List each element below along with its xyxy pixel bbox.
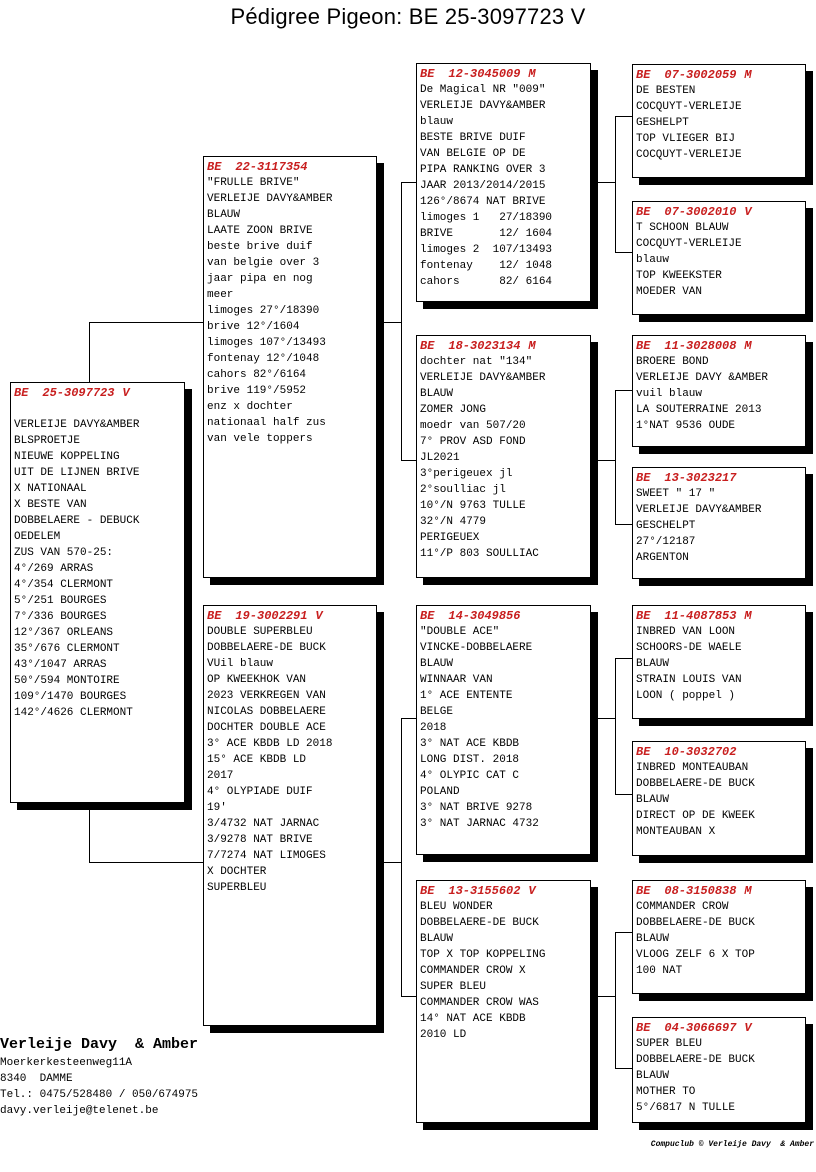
page-title: Pédigree Pigeon: BE 25-3097723 V (230, 4, 586, 29)
country-code: BE (636, 884, 651, 898)
connector-line (615, 932, 632, 933)
pigeon-info-line: van vele toppers (207, 433, 313, 445)
pigeon-info-line: NICOLAS DOBBELAERE (207, 706, 326, 718)
pigeon-info-line: 32°/N 4779 (420, 516, 487, 528)
pigeon-info-line: van belgie over 3 (207, 257, 320, 269)
pigeon-info-line: 2017 (207, 770, 234, 782)
pigeon-card-mf-mother (632, 741, 806, 856)
pigeon-info-line: BLSPROETJE (14, 435, 81, 447)
pigeon-info-line: X DOCHTER (207, 866, 267, 878)
pigeon-info-line: NIEUWE KOPPELING (14, 451, 120, 463)
pigeon-info-line: DOUBLE SUPERBLEU (207, 626, 313, 638)
pigeon-info-line: DOBBELAERE-DE BUCK (420, 917, 539, 929)
pigeon-info-line: 11°/P 803 SOULLIAC (420, 548, 539, 560)
ring-number (636, 67, 802, 83)
pigeon-info-line: 2010 LD (420, 1029, 467, 1041)
country-code: BE (207, 609, 222, 623)
pigeon-info-line: cahors 82/ 6164 (420, 276, 553, 288)
ring-number (207, 608, 373, 624)
sex-marker: V (528, 884, 536, 898)
pigeon-info-line: 2018 (420, 722, 447, 734)
pigeon-info-line: 3/9278 NAT BRIVE (207, 834, 313, 846)
connector-line (615, 794, 632, 795)
pigeon-info-line: fontenay 12/ 1048 (420, 260, 553, 272)
pigeon-info-line: 4° OLYPIADE DUIF (207, 786, 313, 798)
pigeon-info-line: DOBBELAERE-DE BUCK (636, 778, 755, 790)
country-code: BE (636, 609, 651, 623)
connector-line (615, 658, 616, 794)
sex-marker: V (315, 609, 323, 623)
pigeon-info-line: COCQUYT-VERLEIJE (636, 101, 742, 113)
pigeon-info-line: MOTHER TO (636, 1086, 696, 1098)
pigeon-info-line: LA SOUTERRAINE 2013 (636, 404, 762, 416)
pigeon-info-line: VAN BELGIE OP DE (420, 148, 526, 160)
pigeon-info-line: VERLEIJE DAVY&AMBER (14, 419, 140, 431)
ring-number (636, 883, 802, 899)
pigeon-info-line: BLAUW (420, 388, 454, 400)
connector-line (401, 718, 402, 996)
pigeon-info-line: COMMANDER CROW WAS (420, 997, 539, 1009)
pigeon-info-line: BRIVE 12/ 1604 (420, 228, 553, 240)
pigeon-info-line: LAATE ZOON BRIVE (207, 225, 313, 237)
pigeon-info-line: 50°/594 MONTOIRE (14, 675, 120, 687)
pigeon-info-line: 3° ACE KBDB LD 2018 (207, 738, 333, 750)
pigeon-info-line: meer (207, 289, 234, 301)
pigeon-info-line: BLAUW (636, 933, 670, 945)
pigeon-info-line: BLAUW (636, 1070, 670, 1082)
sex-marker: M (528, 339, 536, 353)
pigeon-info-line: SCHOORS-DE WAELE (636, 642, 742, 654)
connector-line (89, 862, 204, 863)
pigeon-info-line: 3° NAT BRIVE 9278 (420, 802, 533, 814)
pigeon-info-line: 14° NAT ACE KBDB (420, 1013, 526, 1025)
pigeon-info-line: INBRED MONTEAUBAN (636, 762, 749, 774)
connector-line (615, 390, 616, 524)
pigeon-info-line: 7° PROV ASD FOND (420, 436, 526, 448)
connector-line (598, 460, 615, 461)
pigeon-info-line: POLAND (420, 786, 460, 798)
pigeon-info-line: PERIGEUEX (420, 532, 480, 544)
pigeon-info-line: ARGENTON (636, 552, 689, 564)
connector-line (615, 658, 632, 659)
pigeon-info-line: brive 12°/1604 (207, 321, 300, 333)
pigeon-card-mf-father (632, 605, 806, 719)
ring-number (636, 338, 802, 354)
ring-code: 19-3002291 (235, 609, 308, 623)
pigeon-info-line: 27°/12187 (636, 536, 696, 548)
pigeon-card-mm-mother (632, 1017, 806, 1123)
ring-number (14, 385, 181, 401)
pigeon-info-line: De Magical NR "009" (420, 84, 546, 96)
ring-code: 22-3117354 (235, 160, 308, 174)
connector-line (401, 996, 416, 997)
connector-line (401, 460, 416, 461)
ring-number (636, 470, 802, 486)
pigeon-info-line: SUPERBLEU (207, 882, 267, 894)
pigeon-info-line: 15° ACE KBDB LD (207, 754, 307, 766)
pigeon-info-line: GESCHELPT (636, 520, 696, 532)
ring-number (420, 338, 587, 354)
connector-line (615, 116, 632, 117)
pigeon-info-line: 5°/251 BOURGES (14, 595, 107, 607)
ring-code: 25-3097723 (42, 386, 115, 400)
pigeon-info-line: 19' (207, 802, 227, 814)
connector-line (615, 390, 632, 391)
pigeon-card-father-mother (416, 335, 591, 578)
connector-line (598, 718, 615, 719)
ring-code: 13-3155602 (448, 884, 521, 898)
country-code: BE (636, 339, 651, 353)
pigeon-info-line: beste brive duif (207, 241, 313, 253)
connector-line (615, 524, 632, 525)
owner-email[interactable]: davy.verleije@telenet.be (0, 1105, 159, 1117)
sex-marker: V (744, 205, 752, 219)
pigeon-info-line: jaar pipa en nog (207, 273, 313, 285)
sex-marker: M (744, 339, 752, 353)
pigeon-info-line: limoges 107°/13493 (207, 337, 326, 349)
pigeon-card-fm-mother (632, 467, 806, 579)
pigeon-info-line: 2°soulliac jl (420, 484, 506, 496)
pigeon-info-line: X BESTE VAN (14, 499, 87, 511)
pigeon-info-line: 4°/269 ARRAS (14, 563, 94, 575)
pigeon-card-ff-mother (632, 201, 806, 315)
pigeon-info-line: 3/4732 NAT JARNAC (207, 818, 320, 830)
pigeon-info-line: 4°/354 CLERMONT (14, 579, 114, 591)
pigeon-info-line: TOP KWEEKSTER (636, 270, 722, 282)
connector-line (89, 322, 90, 384)
ring-number (420, 608, 587, 624)
ring-code: 12-3045009 (448, 67, 521, 81)
pigeon-card-subject (10, 382, 185, 803)
pigeon-info-line: JAAR 2013/2014/2015 (420, 180, 546, 192)
connector-line (598, 182, 615, 183)
pigeon-card-fm-father (632, 335, 806, 447)
pigeon-info-line: VLOOG ZELF 6 X TOP (636, 949, 755, 961)
country-code: BE (420, 609, 435, 623)
pigeon-info-line: blauw (636, 254, 670, 266)
pigeon-info-line: VUil blauw (207, 658, 274, 670)
pigeon-info-line: MONTEAUBAN X (636, 826, 716, 838)
connector-line (401, 182, 402, 460)
pigeon-info-line: 7°/336 BOURGES (14, 611, 107, 623)
pigeon-info-line: TOP X TOP KOPPELING (420, 949, 546, 961)
pigeon-info-line: MOEDER VAN (636, 286, 703, 298)
country-code: BE (14, 386, 29, 400)
pigeon-info-line: DOBBELAERE-DE BUCK (636, 1054, 755, 1066)
pigeon-card-mother-mother (416, 880, 591, 1123)
ring-number (636, 1020, 802, 1036)
pigeon-info-line: VERLEIJE DAVY&AMBER (207, 193, 333, 205)
pigeon-info-line: SWEET " 17 " (636, 488, 716, 500)
pigeon-info-line: 12°/367 ORLEANS (14, 627, 114, 639)
ring-code: 08-3150838 (664, 884, 737, 898)
ring-code: 10-3032702 (664, 745, 737, 759)
connector-line (89, 322, 204, 323)
country-code: BE (207, 160, 222, 174)
pigeon-info-line: BLAUW (207, 209, 241, 221)
pigeon-info-line: JL2021 (420, 452, 460, 464)
pigeon-info-line: enz x dochter (207, 401, 293, 413)
pigeon-info-line: 3° NAT ACE KBDB (420, 738, 520, 750)
ring-code: 14-3049856 (448, 609, 521, 623)
pigeon-info-line: 4° OLYPIC CAT C (420, 770, 520, 782)
connector-line (615, 116, 616, 252)
copyright-footer: Compuclub © Verleije Davy & Amber (650, 1140, 814, 1149)
ring-number (420, 883, 587, 899)
pigeon-info-line: 2023 VERKREGEN VAN (207, 690, 326, 702)
connector-line (615, 932, 616, 1068)
pigeon-card-mother-father (416, 605, 591, 855)
pigeon-info-line: DIRECT OP DE KWEEK (636, 810, 755, 822)
pigeon-info-line: DOBBELAERE - DEBUCK (14, 515, 140, 527)
ring-code: 11-4087853 (664, 609, 737, 623)
pigeon-info-line: VERLEIJE DAVY&AMBER (420, 372, 546, 384)
sex-marker: M (744, 884, 752, 898)
pigeon-info-line: OEDELEM (14, 531, 61, 543)
pigeon-info-line: 35°/676 CLERMONT (14, 643, 120, 655)
connector-line (615, 1068, 632, 1069)
pigeon-info-line: DOCHTER DOUBLE ACE (207, 722, 326, 734)
ring-code: 07-3002010 (664, 205, 737, 219)
pigeon-info-line (14, 401, 181, 417)
pigeon-info-line: nationaal half zus (207, 417, 326, 429)
connector-line (401, 718, 416, 719)
connector-line (401, 182, 416, 183)
pigeon-info-line: "FRULLE BRIVE" (207, 177, 300, 189)
pigeon-info-line: "DOUBLE ACE" (420, 626, 500, 638)
connector-line (89, 802, 90, 862)
pigeon-info-line: LOON ( poppel ) (636, 690, 736, 702)
pigeon-info-line: COCQUYT-VERLEIJE (636, 149, 742, 161)
pigeon-info-line: VERLEIJE DAVY &AMBER (636, 372, 769, 384)
owner-phone: Tel.: 0475/528480 / 050/674975 (0, 1089, 199, 1101)
pigeon-info-line: 5°/6817 N TULLE (636, 1102, 736, 1114)
country-code: BE (636, 745, 651, 759)
pigeon-info-line: PIPA RANKING OVER 3 (420, 164, 546, 176)
country-code: BE (636, 68, 651, 82)
pigeon-info-line: 43°/1047 ARRAS (14, 659, 107, 671)
country-code: BE (420, 884, 435, 898)
pigeon-info-line: 10°/N 9763 TULLE (420, 500, 526, 512)
pigeon-info-line: brive 119°/5952 (207, 385, 307, 397)
ring-code: 07-3002059 (664, 68, 737, 82)
owner-city: 8340 DAMME (0, 1073, 73, 1085)
pigeon-info-line: cahors 82°/6164 (207, 369, 307, 381)
country-code: BE (636, 205, 651, 219)
pigeon-card-ff-father (632, 64, 806, 178)
connector-line (615, 252, 632, 253)
ring-number (207, 159, 373, 175)
pigeon-info-line: STRAIN LOUIS VAN (636, 674, 742, 686)
ring-code: 04-3066697 (664, 1021, 737, 1035)
ring-number (636, 204, 802, 220)
pigeon-info-line: BLAUW (420, 658, 454, 670)
pigeon-info-line: BLAUW (420, 933, 454, 945)
pigeon-info-line: BELGE (420, 706, 454, 718)
pigeon-info-line: OP KWEEKHOK VAN (207, 674, 307, 686)
pigeon-card-father (203, 156, 377, 578)
pigeon-info-line: 1°NAT 9536 OUDE (636, 420, 736, 432)
pigeon-info-line: BLAUW (636, 658, 670, 670)
pigeon-card-father-father (416, 63, 591, 302)
pigeon-info-line: GESHELPT (636, 117, 689, 129)
pigeon-info-line: SUPER BLEU (636, 1038, 703, 1050)
pigeon-info-line: 1° ACE ENTENTE (420, 690, 513, 702)
pigeon-info-line: vuil blauw (636, 388, 703, 400)
pigeon-info-line: moedr van 507/20 (420, 420, 526, 432)
pigeon-info-line: limoges 27°/18390 (207, 305, 320, 317)
pigeon-info-line: VERLEIJE DAVY&AMBER (420, 100, 546, 112)
owner-info (0, 1035, 198, 1119)
pigeon-info-line: 142°/4626 CLERMONT (14, 707, 133, 719)
ring-code: 13-3023217 (664, 471, 737, 485)
pigeon-info-line: INBRED VAN LOON (636, 626, 736, 638)
pigeon-info-line: 109°/1470 BOURGES (14, 691, 127, 703)
pigeon-info-line: dochter nat "134" (420, 356, 533, 368)
pigeon-info-line: 100 NAT (636, 965, 683, 977)
pigeon-info-line: COCQUYT-VERLEIJE (636, 238, 742, 250)
pigeon-info-line: DOBBELAERE-DE BUCK (207, 642, 326, 654)
sex-marker: M (744, 609, 752, 623)
pigeon-info-line: UIT DE LIJNEN BRIVE (14, 467, 140, 479)
owner-name: Verleije Davy & Amber (0, 1036, 199, 1053)
pigeon-info-line: BESTE BRIVE DUIF (420, 132, 526, 144)
pigeon-info-line: SUPER BLEU (420, 981, 487, 993)
pigeon-info-line: COMMANDER CROW X (420, 965, 526, 977)
pigeon-info-line: T SCHOON BLAUW (636, 222, 729, 234)
pigeon-info-line: 3° NAT JARNAC 4732 (420, 818, 539, 830)
country-code: BE (420, 67, 435, 81)
pigeon-info-line: 126°/8674 NAT BRIVE (420, 196, 546, 208)
connector-line (384, 862, 401, 863)
pigeon-info-line: X NATIONAAL (14, 483, 87, 495)
pigeon-info-line: TOP VLIEGER BIJ (636, 133, 736, 145)
pigeon-info-line: 7/7274 NAT LIMOGES (207, 850, 326, 862)
pigeon-info-line: DOBBELAERE-DE BUCK (636, 917, 755, 929)
pigeon-info-line: COMMANDER CROW (636, 901, 729, 913)
country-code: BE (420, 339, 435, 353)
pigeon-info-line: BROERE BOND (636, 356, 709, 368)
ring-number (636, 608, 802, 624)
connector-line (384, 322, 401, 323)
pigeon-info-line: WINNAAR VAN (420, 674, 493, 686)
sex-marker: M (528, 67, 536, 81)
ring-code: 18-3023134 (448, 339, 521, 353)
connector-line (598, 996, 615, 997)
ring-number (636, 744, 802, 760)
pigeon-info-line: blauw (420, 116, 454, 128)
ring-code: 11-3028008 (664, 339, 737, 353)
pigeon-card-mother (203, 605, 377, 1026)
pigeon-info-line: BLEU WONDER (420, 901, 493, 913)
pigeon-info-line: LONG DIST. 2018 (420, 754, 520, 766)
pigeon-info-line: fontenay 12°/1048 (207, 353, 320, 365)
pigeon-info-line: DE BESTEN (636, 85, 696, 97)
pigeon-info-line: limoges 1 27/18390 (420, 212, 553, 224)
ring-number (420, 66, 587, 82)
sex-marker: V (744, 1021, 752, 1035)
pigeon-card-mm-father (632, 880, 806, 994)
country-code: BE (636, 1021, 651, 1035)
pigeon-info-line: VINCKE-DOBBELAERE (420, 642, 533, 654)
pigeon-info-line: limoges 2 107/13493 (420, 244, 553, 256)
pigeon-info-line: VERLEIJE DAVY&AMBER (636, 504, 762, 516)
sex-marker: M (744, 68, 752, 82)
pigeon-info-line: ZUS VAN 570-25: (14, 547, 114, 559)
pigeon-info-line: ZOMER JONG (420, 404, 487, 416)
owner-address: Moerkerkesteenweg11A (0, 1057, 133, 1069)
pigeon-info-line: BLAUW (636, 794, 670, 806)
sex-marker: V (122, 386, 130, 400)
pigeon-info-line: 3°perigeuex jl (420, 468, 513, 480)
country-code: BE (636, 471, 651, 485)
